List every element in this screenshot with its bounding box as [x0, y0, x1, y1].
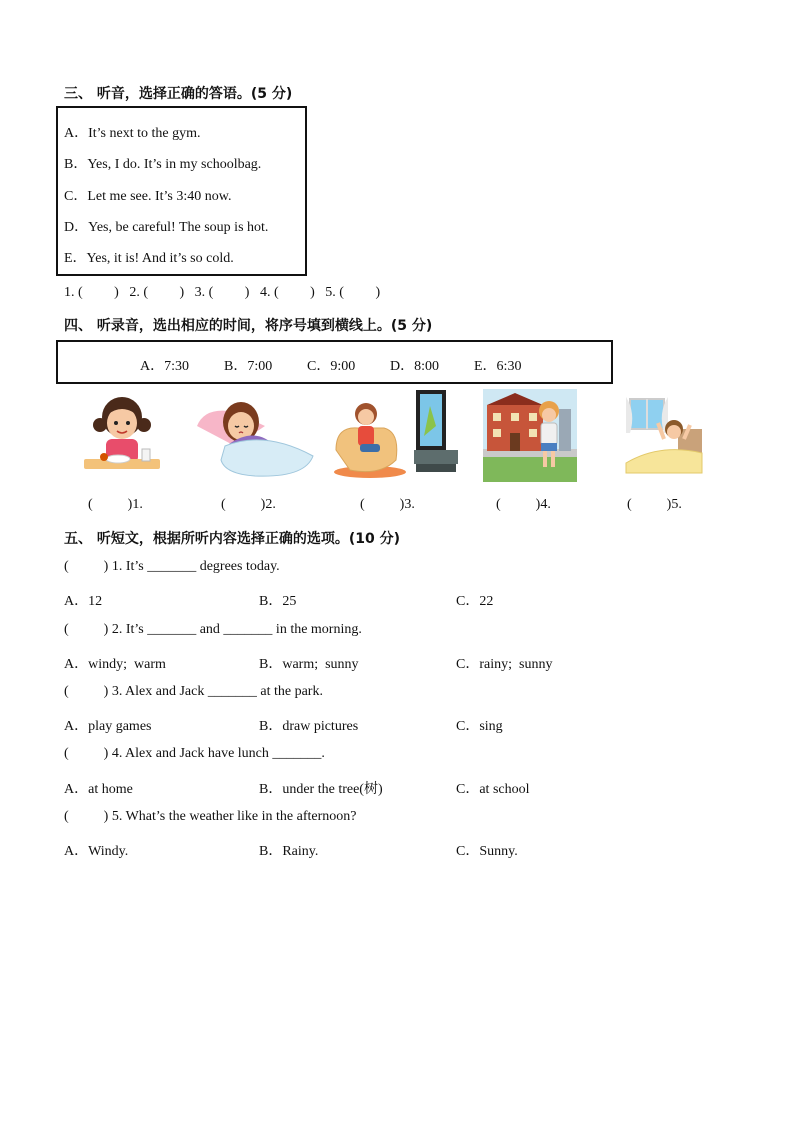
question-3-option-c[interactable]: C．sing	[456, 719, 503, 734]
question-1-option-b[interactable]: B．25	[259, 594, 297, 609]
question-4-option-c[interactable]: C．at school	[456, 782, 530, 797]
question-4-option-b[interactable]: B．under the tree(树)	[259, 782, 383, 797]
question-5-option-c[interactable]: C．Sunny.	[456, 844, 518, 859]
section-3-option-e: E．Yes, it is! And it’s so cold.	[64, 251, 234, 266]
time-option-c: C．9:00	[307, 359, 356, 374]
section-4-title: 四、 听录音，选出相应的时间，将序号填到横线上。(5 分)	[64, 318, 433, 334]
time-option-e: E．6:30	[474, 359, 522, 374]
time-option-b: B．7:00	[224, 359, 273, 374]
question-3-option-b[interactable]: B．draw pictures	[259, 719, 359, 734]
question-5-option-b[interactable]: B．Rainy.	[259, 844, 319, 859]
picture-2-answer[interactable]: ( )2.	[221, 497, 276, 512]
girl-watching-tv-icon	[330, 386, 460, 480]
time-option-a: A．7:30	[140, 359, 189, 374]
question-2-option-a[interactable]: A．windy; warm	[64, 657, 166, 672]
girl-sleeping-in-bed-icon	[195, 386, 315, 480]
question-4-stem: ( ) 4. Alex and Jack have lunch _______.	[64, 746, 325, 761]
question-5-option-a[interactable]: A．Windy.	[64, 844, 129, 859]
girl-going-to-school-icon	[483, 389, 577, 482]
section-3-option-c: C．Let me see. It’s 3:40 now.	[64, 189, 232, 204]
picture-1-answer[interactable]: ( )1.	[88, 497, 143, 512]
question-3-stem: ( ) 3. Alex and Jack _______ at the park.	[64, 684, 323, 699]
section-3-answer-blanks[interactable]: 1. ( ) 2. ( ) 3. ( ) 4. ( ) 5. ( )	[64, 285, 381, 300]
section-3-title: 三、 听音，选择正确的答语。(5 分)	[64, 86, 293, 102]
question-2-option-c[interactable]: C．rainy; sunny	[456, 657, 553, 672]
picture-3-answer[interactable]: ( )3.	[360, 497, 415, 512]
question-1-option-c[interactable]: C．22	[456, 594, 494, 609]
time-option-d: D．8:00	[390, 359, 439, 374]
girl-eating-breakfast-icon	[82, 393, 164, 477]
section-3-option-b: B．Yes, I do. It’s in my schoolbag.	[64, 157, 262, 172]
question-3-option-a[interactable]: A．play games	[64, 719, 152, 734]
question-1-stem: ( ) 1. It’s _______ degrees today.	[64, 559, 280, 574]
picture-5-answer[interactable]: ( )5.	[627, 497, 682, 512]
question-4-option-a[interactable]: A．at home	[64, 782, 133, 797]
question-1-option-a[interactable]: A．12	[64, 594, 103, 609]
section-5-title: 五、 听短文，根据所听内容选择正确的选项。(10 分)	[64, 531, 401, 547]
question-5-stem: ( ) 5. What’s the weather like in the afternoon?	[64, 809, 357, 824]
picture-4-answer[interactable]: ( )4.	[496, 497, 551, 512]
section-3-option-d: D．Yes, be careful! The soup is hot.	[64, 220, 269, 235]
question-2-stem: ( ) 2. It’s _______ and _______ in the morning.	[64, 622, 362, 637]
girl-waking-up-icon	[620, 393, 706, 477]
section-3-option-a: A．It’s next to the gym.	[64, 126, 201, 141]
question-2-option-b[interactable]: B．warm; sunny	[259, 657, 359, 672]
